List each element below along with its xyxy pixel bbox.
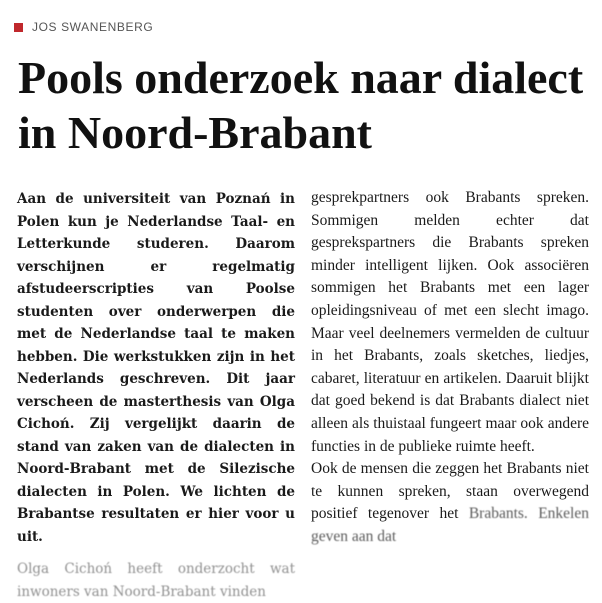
article-intro: Aan de universiteit van Poznań in Polen kun je Nederlandse Taal- en Letterkunde studeren. Daarom verschijnen er regelmatig afstudeerscripties van Poolse studenten over onderwerpen die met de Nederlandse taal te maken hebben. Die werkstukken zijn in het Nederlands geschreven. Dit jaar verscheen de masterthesis van Olga Cichoń. Zij vergelijkt daarin de stand van zaken van de dialecten in Noord-Brabant met de Silezische dialecten in Polen. We lichten de Brabantse resultaten er hier voor u uit. <box>17 191 295 545</box>
right-body-paragraph-2-text: Ook de mensen die zeggen het Brabants niet te kunnen spreken, staan overwegend positief tegenover het <box>311 460 589 523</box>
right-body-paragraph-1: gesprekpartners ook Brabants spreken. Sommigen melden echter dat gesprekspartners die Brabants spreken minder intelligent lijken. Ook associëren sommigen het Brabants met een lager opleidingsniveau of met een slecht imago. Maar veel deelnemers vermelden de cultuur in het Brabants, zoals sketches, liedjes, cabaret, literatuur en artikelen. Daaruit blijkt dat goed bekend is dat Brabants dialect niet alleen als thuistaal fungeert maar ook andere functies in de publieke ruimte heeft. <box>311 189 589 455</box>
red-square-marker-icon <box>14 23 23 32</box>
left-body-paragraph: Olga Cichoń heeft onderzocht wat inwoners van Noord-Brabant vinden <box>17 561 295 600</box>
left-column <box>17 188 295 603</box>
article-title: Pools onderzoek naar dialect in Noord-Brabant <box>18 52 584 158</box>
author-name: JOS SWANENBERG <box>32 20 154 34</box>
right-column <box>311 187 589 549</box>
author-byline <box>14 20 153 34</box>
right-body-paragraph-2-faded: Brabants. Enkelen geven aan dat <box>311 505 589 545</box>
right-body-paragraph-2 <box>311 458 589 548</box>
